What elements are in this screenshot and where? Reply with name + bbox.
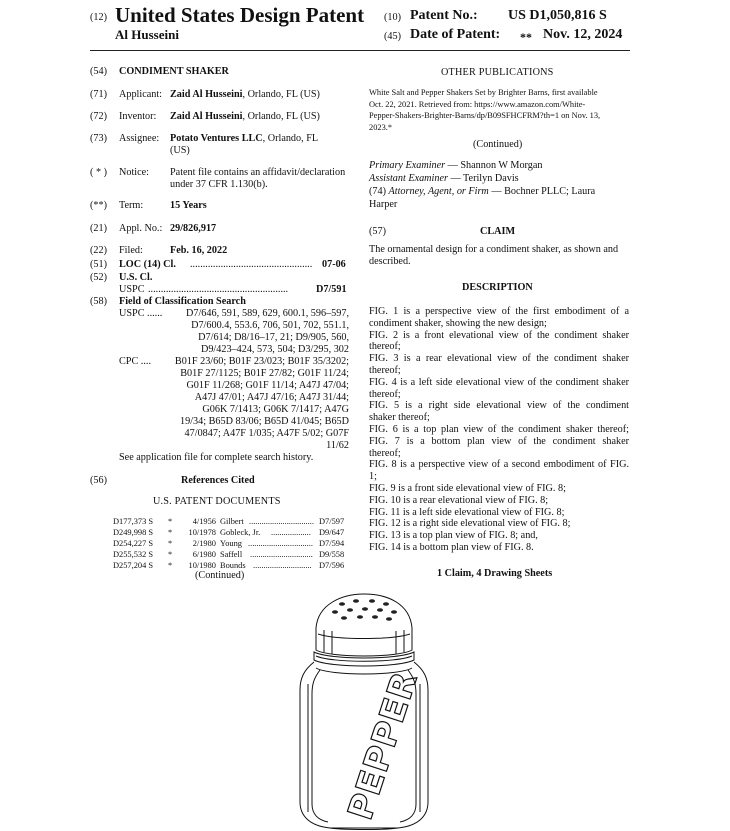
- claim-line-2: described.: [369, 256, 411, 267]
- inventor-label: Inventor:: [119, 111, 157, 122]
- description-line: FIG. 4 is a left side elevational view of the condiment shaker: [369, 376, 629, 388]
- ref-date: 10/1978: [188, 528, 216, 537]
- code-10: (10): [384, 12, 401, 23]
- ref-name: Saffell: [220, 550, 243, 559]
- ref-name: Bounds: [220, 561, 246, 570]
- description-line: FIG. 13 is a top plan view of FIG. 8; and,: [369, 530, 538, 542]
- shaker-drawing: [290, 590, 440, 831]
- assistant-examiner: Assistant Examiner — Terilyn Davis: [369, 173, 519, 184]
- refs-continued: (Continued): [195, 570, 245, 581]
- date-label: Date of Patent:: [410, 27, 501, 42]
- inventor-short: Al Husseini: [115, 27, 179, 42]
- code-73: (73): [90, 133, 107, 144]
- description-line: FIG. 2 is a front elevational view of the condiment shaker: [369, 329, 629, 341]
- ref-dots: ............................: [253, 561, 312, 570]
- ref-star: *: [168, 550, 173, 559]
- claims-sheets: 1 Claim, 4 Drawing Sheets: [437, 568, 553, 579]
- ref-name: Young: [220, 539, 242, 548]
- search-cpc-lines: [150, 356, 349, 452]
- assignee-value-line2: (US): [170, 145, 190, 156]
- ref-number: D254,227 S: [113, 539, 154, 548]
- date-mark: **: [520, 30, 532, 44]
- search-uspc-line: D7/600.4, 553.6, 706, 501, 702, 551.1,: [191, 320, 349, 331]
- search-uspc-label: USPC ......: [119, 308, 163, 319]
- code-72: (72): [90, 111, 107, 122]
- header-rule: [90, 50, 630, 51]
- ref-class: D7/597: [319, 517, 345, 526]
- description-line: thereof;: [369, 447, 401, 459]
- description-line: FIG. 10 is a rear elevational view of FIG. 8;: [369, 494, 549, 506]
- ref-star: *: [168, 517, 173, 526]
- patent-header: [0, 0, 730, 50]
- filed-label: Filed:: [119, 245, 143, 256]
- description-line: FIG. 1 is a perspective view of the first embodiment of a: [369, 306, 629, 317]
- applicant-value: Zaid Al Husseini, Orlando, FL (US): [170, 89, 320, 100]
- description-line: FIG. 3 is a rear elevational view of the condiment shaker: [369, 353, 629, 365]
- assignee-label: Assignee:: [119, 133, 160, 144]
- search-uspc-lines: [160, 308, 349, 356]
- description-line: FIG. 11 is a left side elevational view of FIG. 8;: [369, 506, 565, 518]
- ref-date: 4/1956: [192, 517, 216, 526]
- other-pub-line: Oct. 22, 2021. Retrieved from: https://www.amazon.com/White-: [369, 99, 586, 109]
- search-uspc-line: D7/614; D8/16–17, 21; D9/905, 560,: [198, 332, 349, 343]
- shaker-label-text: PEPPER: [340, 666, 426, 825]
- description-line: FIG. 5 is a right side elevational view of the condiment: [369, 400, 629, 412]
- code-52: (52): [90, 272, 107, 283]
- description-line: FIG. 14 is a bottom plan view of FIG. 8.: [369, 541, 534, 553]
- uspc-label: USPC: [119, 284, 145, 295]
- code-21: (21): [90, 223, 107, 234]
- code-58: (58): [90, 296, 107, 307]
- appl-value: 29/826,917: [170, 223, 217, 234]
- patent-type-title: United States Design Patent: [115, 3, 365, 27]
- other-pub-line: Pepper-Shakers-Brighter-Barns/dp/B09SFHCFRM?th=1 on Nov. 13,: [369, 111, 601, 121]
- uscl-label: U.S. Cl.: [119, 272, 153, 283]
- patent-date: Nov. 12, 2024: [543, 27, 623, 42]
- description-body: [369, 306, 629, 554]
- ref-date: 2/1980: [192, 539, 216, 548]
- ref-class: D9/558: [319, 550, 345, 559]
- ref-name: Gilbert: [220, 517, 244, 526]
- ref-number: D177,373 S: [113, 517, 154, 526]
- code-51: (51): [90, 259, 107, 270]
- notice-line-1: Patent file contains an affidavit/declaration: [170, 167, 346, 178]
- other-pub-title: OTHER PUBLICATIONS: [441, 67, 554, 78]
- code-54: (54): [90, 66, 107, 77]
- other-pub-line: 2023.*: [369, 122, 393, 132]
- ref-date: 10/1980: [188, 561, 216, 570]
- code-22: (22): [90, 245, 107, 256]
- refs-title: References Cited: [181, 475, 255, 486]
- search-note: See application file for complete search history.: [119, 452, 314, 463]
- ref-name: Gobleck, Jr.: [220, 528, 261, 537]
- refs-subtitle: U.S. PATENT DOCUMENTS: [153, 496, 281, 507]
- search-uspc-line: D9/423–424, 573, 504; D3/295, 302: [200, 344, 349, 355]
- other-pub-continued: (Continued): [473, 139, 523, 150]
- search-cpc-line: 47/0847; A47F 1/035; A47F 5/02; G07F: [184, 428, 349, 439]
- search-cpc-line: B01F 27/1125; B01F 27/82; G01F 11/24;: [180, 368, 349, 379]
- ref-class: D7/594: [319, 539, 345, 548]
- description-title: DESCRIPTION: [462, 282, 533, 293]
- ref-number: D255,532 S: [113, 550, 154, 559]
- cap-top: [316, 594, 412, 628]
- ref-star: *: [168, 539, 173, 548]
- other-pub-line: White Salt and Pepper Shakers Set by Brighter Barns, first available: [369, 88, 598, 97]
- loc-dots: ................................................: [190, 259, 313, 270]
- search-cpc-line: 19/34; B65D 83/06; B65D 41/045; B65D: [180, 416, 349, 427]
- uspc-value: D7/591: [316, 284, 347, 295]
- description-line: thereof;: [369, 341, 401, 353]
- claim-title: CLAIM: [480, 226, 516, 237]
- cap-body: [316, 628, 412, 656]
- patent-no-label: Patent No.:: [410, 8, 478, 23]
- ref-date: 6/1980: [192, 550, 216, 559]
- patent-number: US D1,050,816 S: [508, 8, 607, 23]
- description-line: FIG. 6 is a top plan view of the condiment shaker thereof;: [369, 423, 629, 435]
- field-label: Field of Classification Search: [119, 296, 246, 307]
- description-line: 1;: [369, 471, 377, 483]
- search-cpc-line: 11/62: [326, 440, 349, 451]
- description-line: FIG. 7 is a bottom plan view of the condiment shaker: [369, 435, 629, 447]
- code-56: (56): [90, 475, 107, 486]
- description-line: FIG. 12 is a right side elevational view of FIG. 8;: [369, 518, 571, 530]
- notice-label: Notice:: [119, 167, 149, 178]
- description-line: thereof;: [369, 388, 401, 400]
- primary-examiner: Primary Examiner — Shannon W Morgan: [369, 160, 543, 171]
- description-line: FIG. 8 is a perspective view of a second embodiment of FIG.: [369, 459, 629, 471]
- attorney: (74) Attorney, Agent, or Firm — Bochner PLLC; Laura: [369, 186, 596, 197]
- inventor-value: Zaid Al Husseini, Orlando, FL (US): [170, 111, 320, 122]
- search-cpc-label: CPC ....: [119, 356, 151, 367]
- loc-value: 07-06: [322, 259, 346, 270]
- code-12: (12): [90, 12, 107, 23]
- claim-line-1: The ornamental design for a condiment shaker, as shown and: [369, 244, 619, 255]
- ref-star: *: [168, 561, 173, 570]
- description-line: condiment shaker, showing the new design;: [369, 317, 547, 329]
- code-71: (71): [90, 89, 107, 100]
- search-cpc-line: G06K 7/1413; G06K 7/1417; A47G: [202, 404, 349, 415]
- uspc-dots: .......................................................: [148, 284, 289, 295]
- term-label: Term:: [119, 200, 144, 211]
- cap-holes: [332, 599, 397, 621]
- ref-number: D249,998 S: [113, 528, 154, 537]
- code-notice: ( * ): [90, 167, 107, 178]
- ref-class: D7/596: [319, 561, 345, 570]
- assignee-value: Potato Ventures LLC, Orlando, FL: [170, 133, 319, 144]
- code-term: (**): [90, 200, 107, 211]
- term-value: 15 Years: [170, 200, 207, 211]
- applicant-label: Applicant:: [119, 89, 163, 100]
- code-57: (57): [369, 226, 386, 237]
- description-line: thereof;: [369, 364, 401, 376]
- ref-number: D257,204 S: [113, 561, 154, 570]
- other-pub-text: [369, 87, 631, 133]
- code-45: (45): [384, 31, 401, 42]
- ref-dots: ..............................: [250, 550, 313, 559]
- loc-label: LOC (14) Cl.: [119, 259, 176, 270]
- notice-line-2: under 37 CFR 1.130(b).: [170, 179, 268, 190]
- ref-dots: ...............................: [249, 517, 314, 526]
- search-cpc-line: B01F 23/60; B01F 23/023; B01F 35/3202;: [174, 356, 349, 367]
- search-uspc-line: D7/646, 591, 589, 629, 600.1, 596–597,: [186, 308, 349, 319]
- filed-value: Feb. 16, 2022: [170, 245, 228, 256]
- description-line: FIG. 9 is a front side elevational view of FIG. 8;: [369, 482, 566, 494]
- ref-dots: ...............................: [248, 539, 313, 548]
- search-cpc-line: A47J 47/01; A47J 47/16; A47J 31/44;: [194, 392, 349, 403]
- description-line: shaker thereof;: [369, 412, 430, 424]
- ref-dots: ...................: [271, 528, 311, 537]
- design-title: CONDIMENT SHAKER: [119, 66, 229, 77]
- appl-label: Appl. No.:: [119, 223, 163, 234]
- ref-class: D9/647: [319, 528, 345, 537]
- ref-star: *: [168, 528, 173, 537]
- attorney-line-2: Harper: [369, 199, 398, 210]
- search-cpc-line: G01F 11/268; G01F 11/14; A47J 47/04;: [186, 380, 349, 391]
